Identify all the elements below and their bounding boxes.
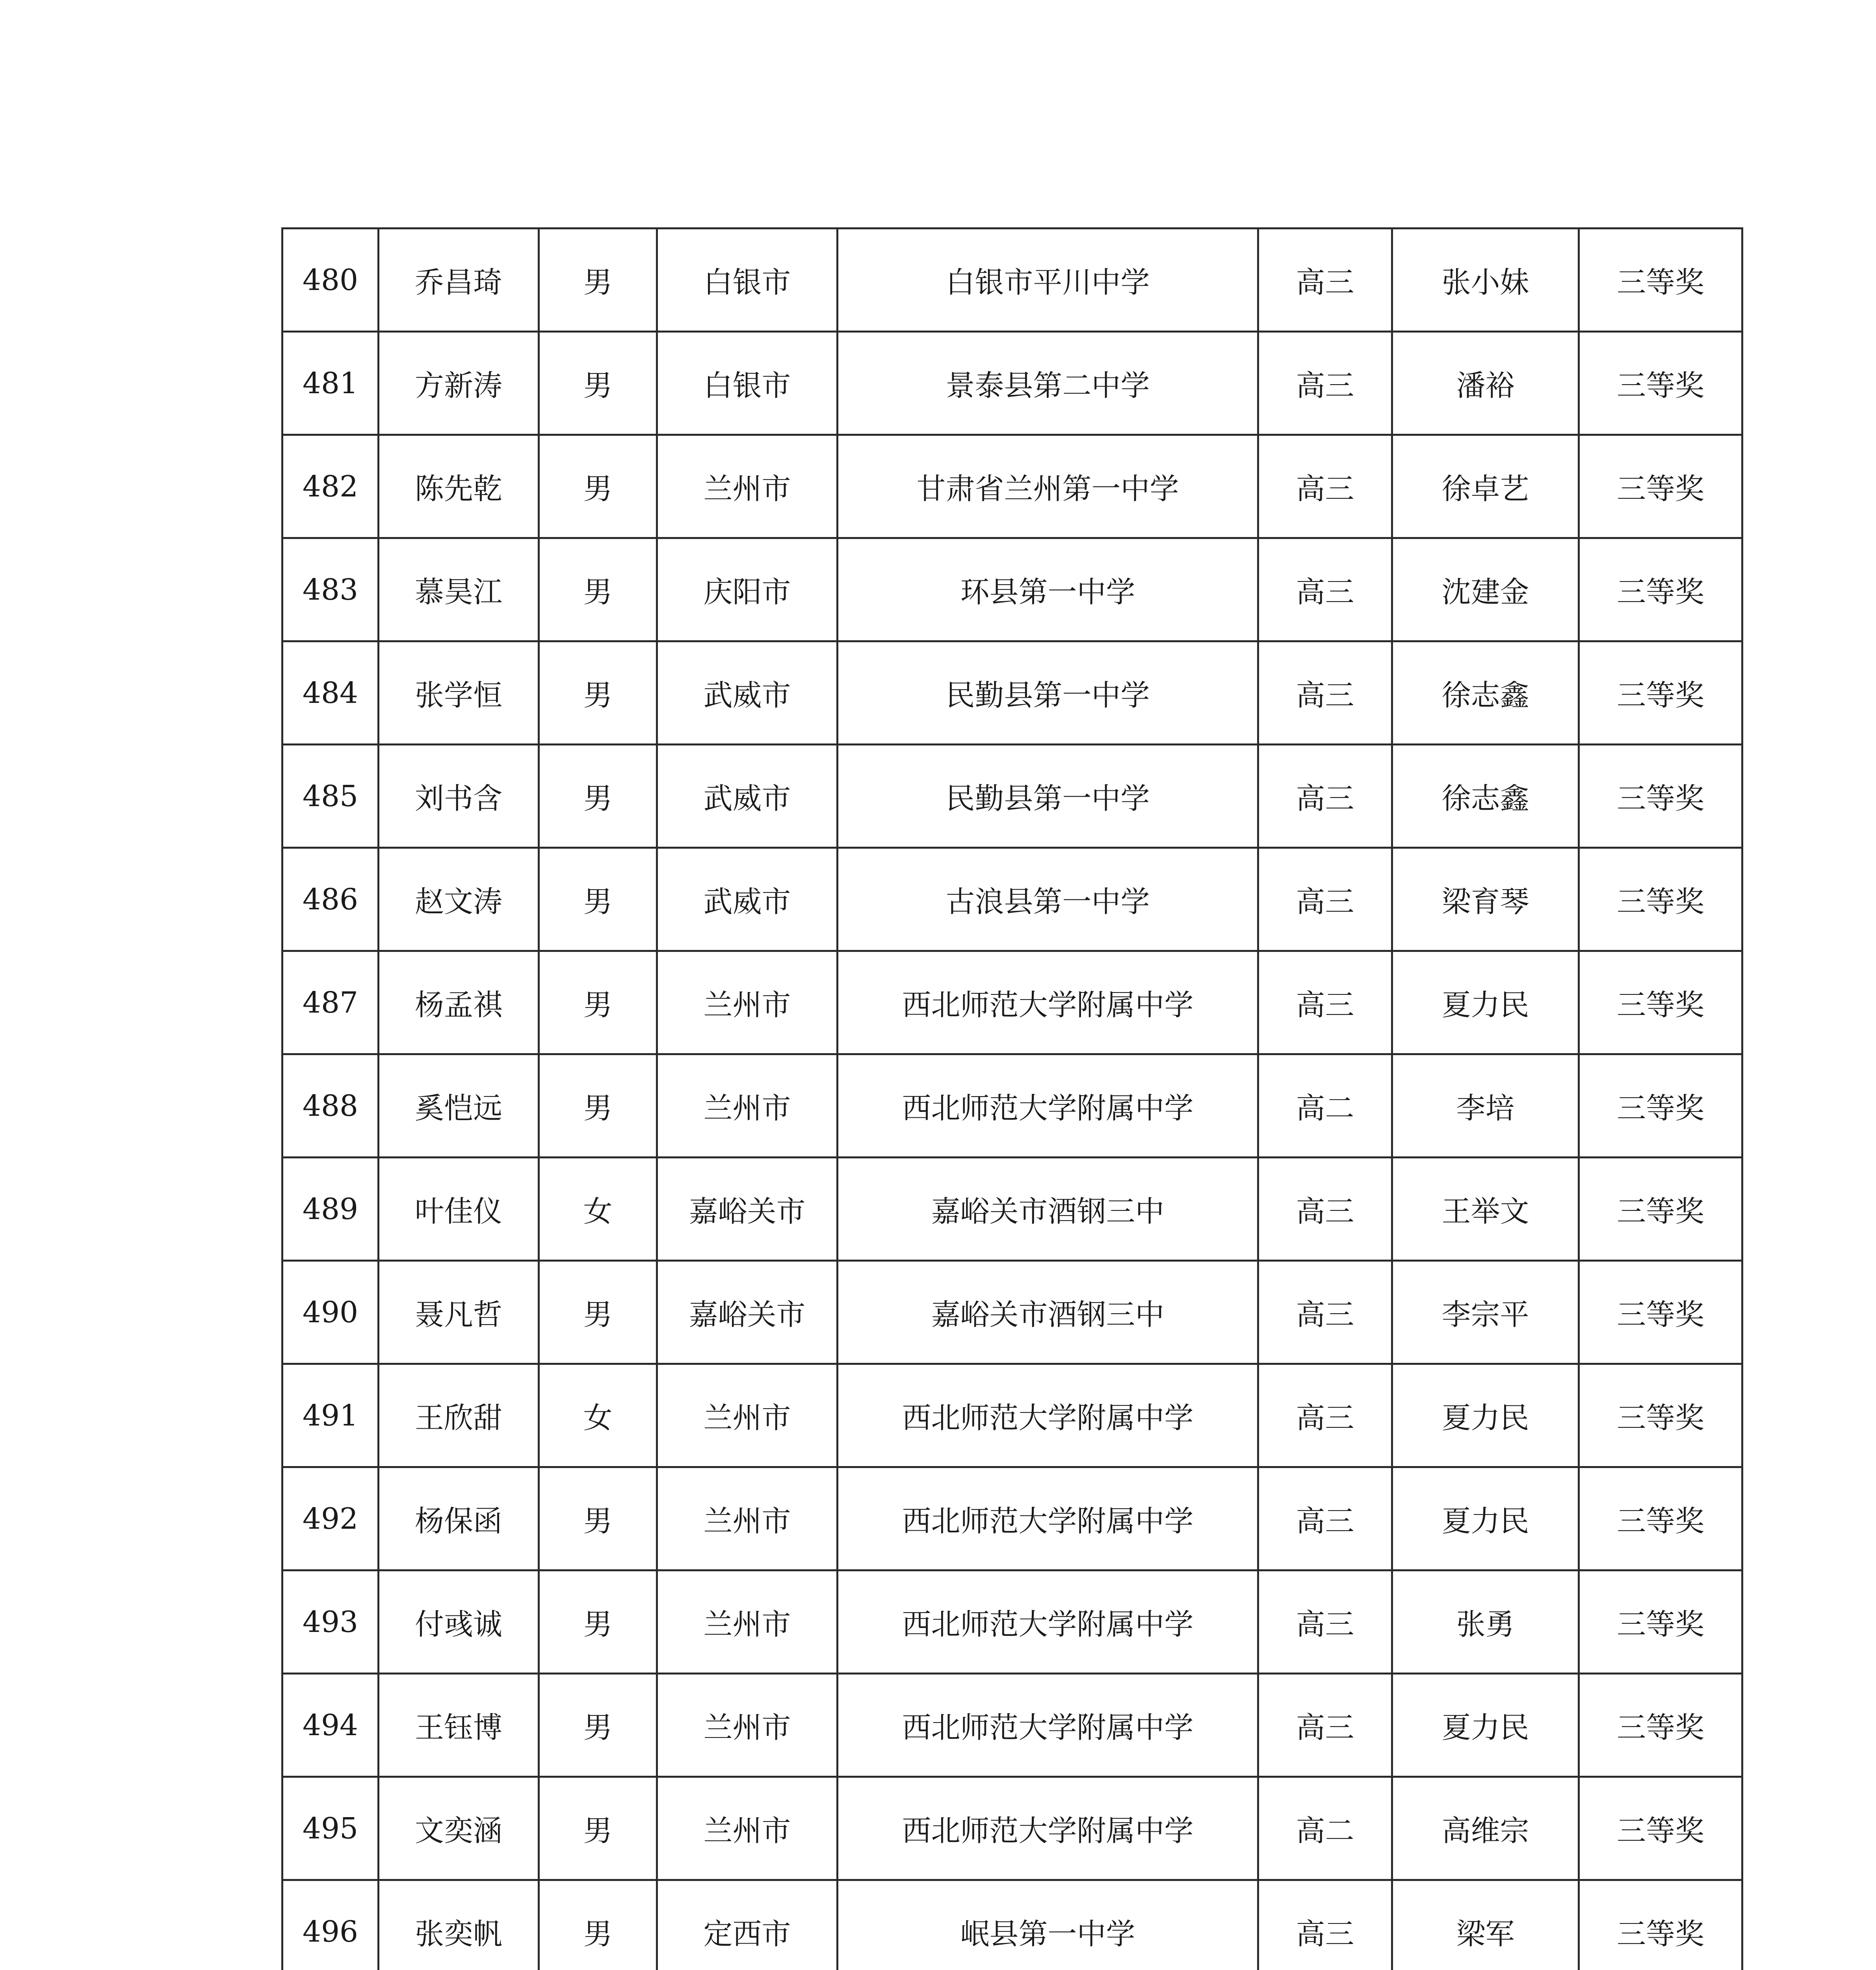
cell-number: 483 [282,538,379,641]
cell-award: 三等奖 [1579,1777,1742,1880]
cell-teacher: 徐志鑫 [1392,745,1579,848]
cell-name: 张学恒 [379,641,539,745]
cell-grade: 高三 [1258,538,1392,641]
cell-city: 白银市 [657,229,838,332]
cell-teacher: 张勇 [1392,1570,1579,1674]
cell-number: 491 [282,1364,379,1467]
cell-grade: 高二 [1258,1054,1392,1158]
cell-school: 嘉峪关市酒钢三中 [838,1261,1258,1364]
cell-name: 杨孟祺 [379,951,539,1054]
cell-city: 兰州市 [657,435,838,538]
cell-number: 486 [282,848,379,951]
cell-name: 文奕涵 [379,1777,539,1880]
cell-city: 庆阳市 [657,538,838,641]
cell-number: 490 [282,1261,379,1364]
table-row [282,1570,1742,1674]
cell-award: 三等奖 [1579,848,1742,951]
cell-name: 刘书含 [379,745,539,848]
cell-school: 西北师范大学附属中学 [838,1777,1258,1880]
cell-city: 兰州市 [657,1777,838,1880]
cell-teacher: 王举文 [1392,1158,1579,1261]
cell-number: 485 [282,745,379,848]
cell-grade: 高二 [1258,1777,1392,1880]
cell-award: 三等奖 [1579,1261,1742,1364]
cell-city: 兰州市 [657,1570,838,1674]
cell-name: 陈先乾 [379,435,539,538]
cell-grade: 高三 [1258,641,1392,745]
cell-gender: 男 [539,1467,657,1570]
cell-gender: 男 [539,1261,657,1364]
cell-name: 方新涛 [379,332,539,435]
cell-gender: 男 [539,435,657,538]
cell-school: 西北师范大学附属中学 [838,951,1258,1054]
cell-teacher: 李宗平 [1392,1261,1579,1364]
cell-award: 三等奖 [1579,435,1742,538]
cell-gender: 女 [539,1158,657,1261]
cell-gender: 男 [539,1674,657,1777]
table-row [282,1054,1742,1158]
cell-city: 武威市 [657,641,838,745]
cell-grade: 高三 [1258,1880,1392,1970]
cell-award: 三等奖 [1579,1570,1742,1674]
table-row [282,1777,1742,1880]
cell-grade: 高三 [1258,1467,1392,1570]
cell-name: 王欣甜 [379,1364,539,1467]
table-row [282,229,1742,332]
cell-school: 甘肃省兰州第一中学 [838,435,1258,538]
table-row [282,848,1742,951]
cell-grade: 高三 [1258,848,1392,951]
cell-teacher: 夏力民 [1392,1364,1579,1467]
cell-gender: 男 [539,229,657,332]
table-row [282,1364,1742,1467]
cell-teacher: 徐卓艺 [1392,435,1579,538]
cell-city: 兰州市 [657,1467,838,1570]
cell-number: 480 [282,229,379,332]
cell-school: 古浪县第一中学 [838,848,1258,951]
cell-teacher: 潘裕 [1392,332,1579,435]
cell-gender: 男 [539,951,657,1054]
cell-city: 兰州市 [657,1054,838,1158]
cell-grade: 高三 [1258,229,1392,332]
cell-name: 叶佳仪 [379,1158,539,1261]
table-row [282,538,1742,641]
cell-name: 付彧诚 [379,1570,539,1674]
cell-award: 三等奖 [1579,332,1742,435]
cell-number: 495 [282,1777,379,1880]
cell-number: 496 [282,1880,379,1970]
cell-name: 赵文涛 [379,848,539,951]
cell-teacher: 张小妹 [1392,229,1579,332]
table-row [282,641,1742,745]
cell-city: 武威市 [657,848,838,951]
cell-number: 487 [282,951,379,1054]
cell-city: 定西市 [657,1880,838,1970]
cell-grade: 高三 [1258,435,1392,538]
table-row [282,435,1742,538]
cell-grade: 高三 [1258,1158,1392,1261]
cell-grade: 高三 [1258,1364,1392,1467]
cell-school: 嘉峪关市酒钢三中 [838,1158,1258,1261]
cell-teacher: 徐志鑫 [1392,641,1579,745]
cell-award: 三等奖 [1579,1467,1742,1570]
table-row [282,951,1742,1054]
cell-gender: 男 [539,332,657,435]
cell-school: 西北师范大学附属中学 [838,1054,1258,1158]
cell-school: 白银市平川中学 [838,229,1258,332]
cell-school: 景泰县第二中学 [838,332,1258,435]
cell-award: 三等奖 [1579,641,1742,745]
cell-name: 聂凡哲 [379,1261,539,1364]
cell-award: 三等奖 [1579,1364,1742,1467]
cell-city: 兰州市 [657,1364,838,1467]
cell-teacher: 梁军 [1392,1880,1579,1970]
cell-gender: 女 [539,1364,657,1467]
cell-city: 嘉峪关市 [657,1158,838,1261]
cell-school: 民勤县第一中学 [838,745,1258,848]
cell-award: 三等奖 [1579,951,1742,1054]
cell-gender: 男 [539,745,657,848]
cell-teacher: 夏力民 [1392,1674,1579,1777]
cell-teacher: 沈建金 [1392,538,1579,641]
cell-school: 西北师范大学附属中学 [838,1570,1258,1674]
cell-city: 兰州市 [657,951,838,1054]
cell-number: 484 [282,641,379,745]
cell-grade: 高三 [1258,1261,1392,1364]
cell-award: 三等奖 [1579,229,1742,332]
cell-teacher: 夏力民 [1392,1467,1579,1570]
cell-number: 492 [282,1467,379,1570]
cell-city: 武威市 [657,745,838,848]
cell-name: 张奕帆 [379,1880,539,1970]
cell-number: 494 [282,1674,379,1777]
cell-gender: 男 [539,1777,657,1880]
cell-gender: 男 [539,641,657,745]
cell-city: 白银市 [657,332,838,435]
results-table [281,227,1743,1970]
cell-number: 493 [282,1570,379,1674]
cell-name: 王钰博 [379,1674,539,1777]
cell-teacher: 梁育琴 [1392,848,1579,951]
cell-name: 慕昊江 [379,538,539,641]
cell-gender: 男 [539,1880,657,1970]
table-body [282,229,1742,1970]
cell-grade: 高三 [1258,332,1392,435]
cell-gender: 男 [539,848,657,951]
cell-school: 民勤县第一中学 [838,641,1258,745]
table-row [282,1674,1742,1777]
cell-number: 482 [282,435,379,538]
cell-school: 岷县第一中学 [838,1880,1258,1970]
cell-grade: 高三 [1258,745,1392,848]
cell-gender: 男 [539,538,657,641]
cell-teacher: 李培 [1392,1054,1579,1158]
table-row [282,745,1742,848]
table-row [282,332,1742,435]
cell-number: 481 [282,332,379,435]
table-row [282,1880,1742,1970]
cell-school: 西北师范大学附属中学 [838,1467,1258,1570]
cell-school: 西北师范大学附属中学 [838,1674,1258,1777]
cell-award: 三等奖 [1579,538,1742,641]
cell-grade: 高三 [1258,1570,1392,1674]
cell-school: 环县第一中学 [838,538,1258,641]
cell-award: 三等奖 [1579,1674,1742,1777]
cell-teacher: 夏力民 [1392,951,1579,1054]
cell-grade: 高三 [1258,951,1392,1054]
cell-school: 西北师范大学附属中学 [838,1364,1258,1467]
table-row [282,1467,1742,1570]
cell-award: 三等奖 [1579,745,1742,848]
cell-teacher: 高维宗 [1392,1777,1579,1880]
table-row [282,1261,1742,1364]
cell-number: 488 [282,1054,379,1158]
cell-city: 兰州市 [657,1674,838,1777]
cell-award: 三等奖 [1579,1054,1742,1158]
table-row [282,1158,1742,1261]
cell-gender: 男 [539,1570,657,1674]
cell-award: 三等奖 [1579,1880,1742,1970]
cell-number: 489 [282,1158,379,1261]
cell-award: 三等奖 [1579,1158,1742,1261]
cell-gender: 男 [539,1054,657,1158]
cell-name: 杨保函 [379,1467,539,1570]
cell-grade: 高三 [1258,1674,1392,1777]
cell-name: 奚恺远 [379,1054,539,1158]
cell-name: 乔昌琦 [379,229,539,332]
cell-city: 嘉峪关市 [657,1261,838,1364]
